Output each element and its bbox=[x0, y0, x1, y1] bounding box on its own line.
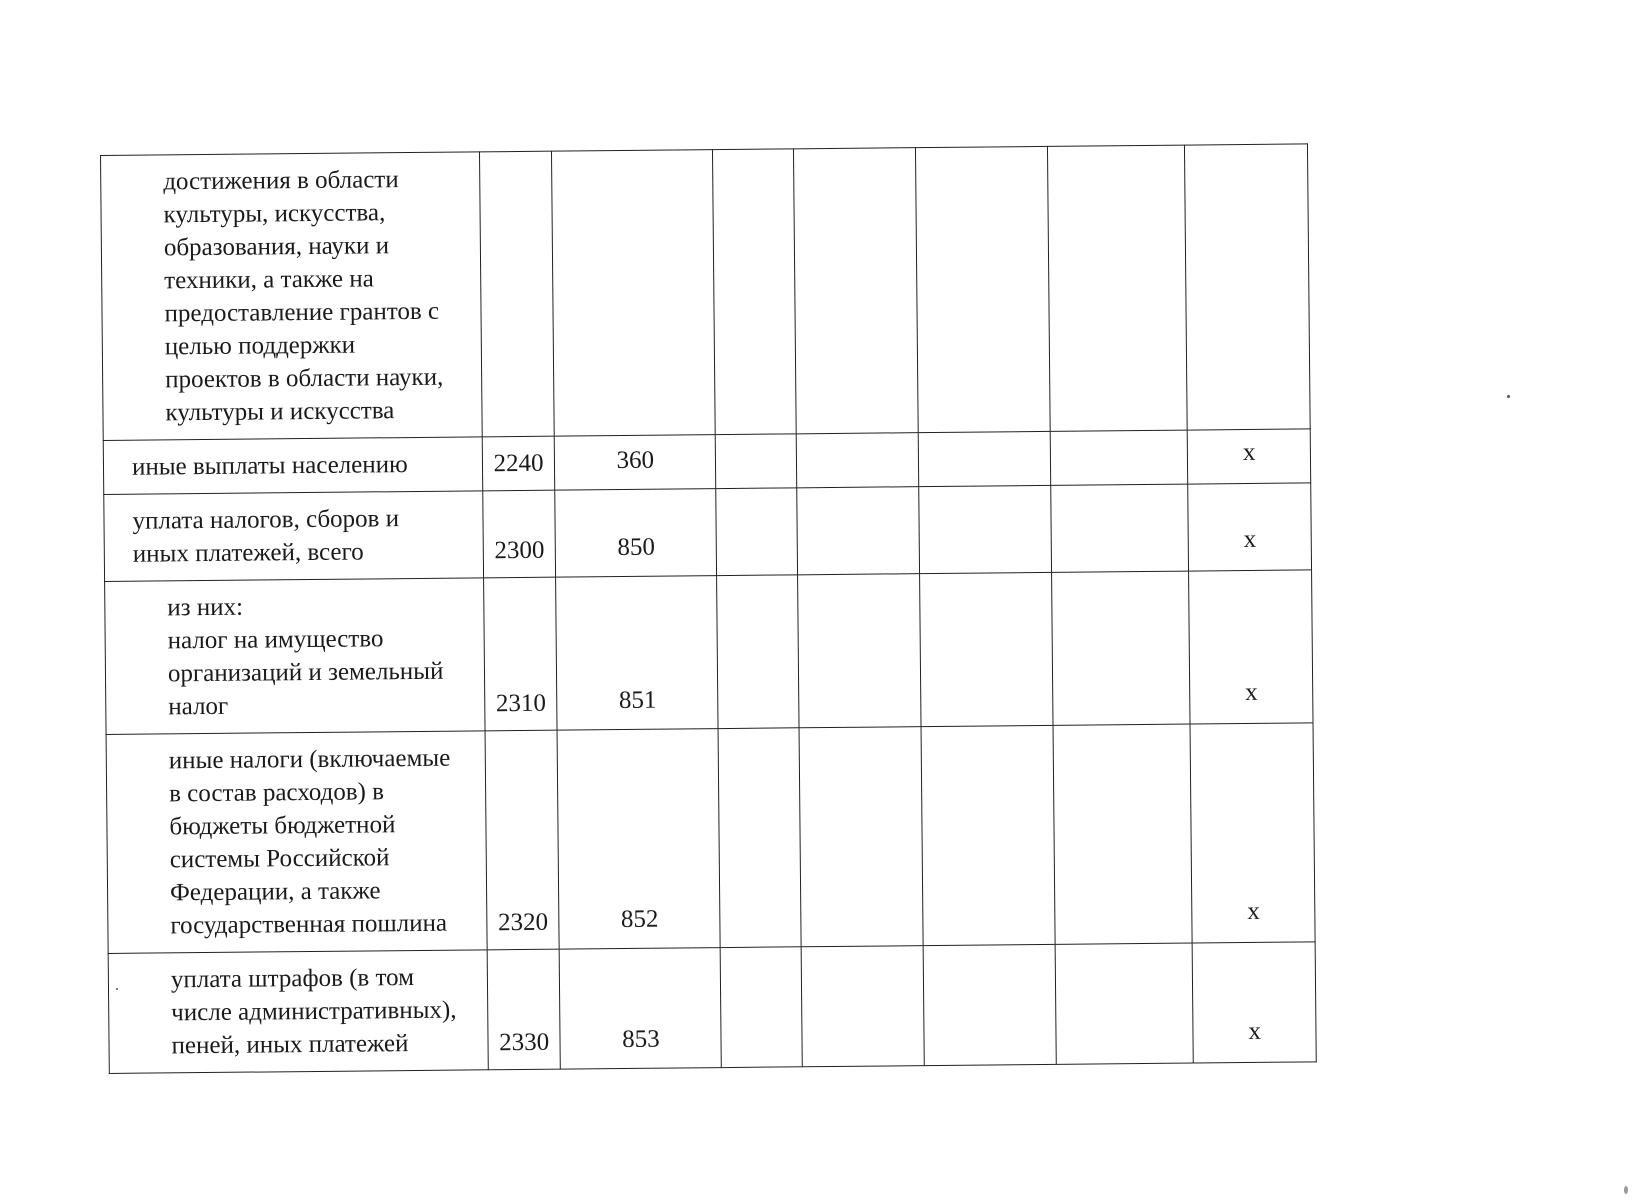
empty-cell bbox=[915, 146, 1051, 432]
x-mark-cell bbox=[1185, 144, 1310, 430]
table-row bbox=[104, 483, 1312, 582]
x-mark-cell: x bbox=[1189, 570, 1313, 724]
empty-cell bbox=[794, 148, 918, 434]
empty-cell bbox=[798, 574, 921, 728]
empty-cell bbox=[918, 431, 1051, 486]
empty-cell bbox=[716, 488, 798, 576]
kosgu-code-cell: 850 bbox=[555, 489, 717, 578]
row-name-cell: иные налоги (включаемые в состав расходов) в бюджеты бюджетной системы Российской Федерации, а также государственная пошлина bbox=[106, 731, 487, 954]
kosgu-code-cell bbox=[552, 150, 716, 437]
kosgu-code-cell: 853 bbox=[560, 948, 722, 1070]
x-mark-cell: x bbox=[1188, 483, 1311, 571]
empty-cell bbox=[1056, 943, 1194, 1064]
line-code-cell: 2310 bbox=[483, 577, 557, 731]
scan-speck bbox=[1507, 395, 1510, 398]
line-code-cell: 2240 bbox=[482, 436, 555, 491]
x-mark-cell: x bbox=[1188, 429, 1311, 484]
table-row bbox=[108, 942, 1316, 1074]
empty-cell bbox=[1051, 430, 1188, 485]
empty-cell bbox=[718, 728, 801, 948]
row-name-cell: из них: налог на имущество организаций и земельный налог bbox=[105, 578, 485, 735]
x-mark-cell: x bbox=[1190, 723, 1315, 943]
empty-cell bbox=[717, 575, 799, 729]
empty-cell bbox=[796, 433, 918, 488]
empty-cell bbox=[921, 725, 1056, 945]
scan-speck bbox=[116, 988, 118, 990]
empty-cell bbox=[1052, 571, 1190, 725]
row-name-cell: достижения в области культуры, искусства, образования, науки и техники, а также на предоставление грантов с целью поддержки проектов в области науки, культуры и искусства bbox=[101, 152, 483, 441]
line-code-cell: 2300 bbox=[483, 490, 556, 578]
empty-cell bbox=[919, 572, 1053, 726]
x-mark-cell: x bbox=[1193, 942, 1317, 1063]
kosgu-code-cell: 360 bbox=[555, 435, 716, 491]
kosgu-code-cell: 852 bbox=[557, 729, 720, 950]
line-code-cell: 2330 bbox=[487, 949, 561, 1070]
expenses-table bbox=[100, 143, 1317, 1074]
empty-cell bbox=[799, 727, 923, 947]
empty-cell bbox=[1048, 145, 1188, 431]
row-name-cell: уплата налогов, сборов и иных платежей, всего bbox=[104, 491, 484, 582]
table-row bbox=[105, 570, 1313, 735]
empty-cell bbox=[716, 434, 797, 489]
table-row bbox=[106, 723, 1315, 954]
empty-cell bbox=[713, 149, 797, 435]
empty-cell bbox=[720, 947, 802, 1068]
empty-cell bbox=[1054, 724, 1193, 944]
empty-cell bbox=[923, 944, 1057, 1065]
table-row bbox=[101, 144, 1311, 441]
empty-cell bbox=[797, 487, 919, 575]
line-code-cell: 2320 bbox=[485, 730, 560, 950]
empty-cell bbox=[801, 946, 924, 1067]
line-code-cell bbox=[479, 151, 554, 437]
row-name-cell: уплата штрафов (в том числе административных), пеней, иных платежей bbox=[108, 950, 488, 1074]
row-name-cell: иные выплаты населению bbox=[103, 437, 482, 495]
empty-cell bbox=[918, 485, 1052, 573]
empty-cell bbox=[1051, 484, 1189, 572]
scan-speck bbox=[1624, 1186, 1628, 1194]
kosgu-code-cell: 851 bbox=[556, 576, 718, 731]
